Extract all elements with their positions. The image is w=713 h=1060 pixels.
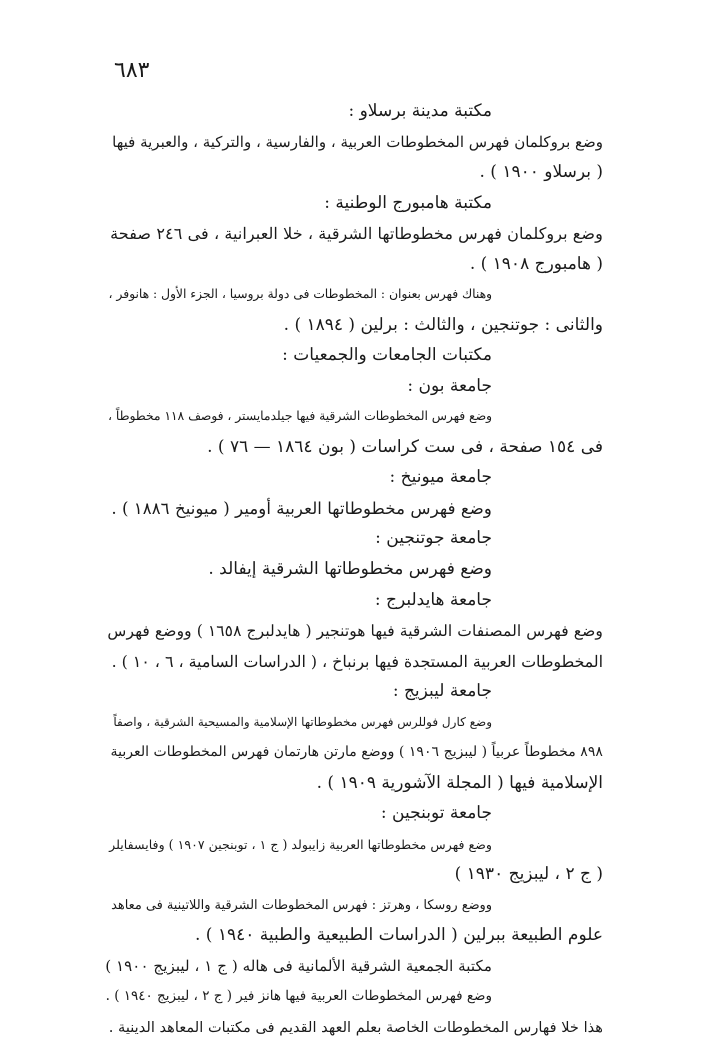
text-line: ( هامبورج ١٩٠٨ ) .	[469, 254, 603, 274]
text-line: فى ١٥٤ صفحة ، فى ست كراسات ( بون ١٨٦٤ — ٧٦ ) .	[207, 437, 603, 457]
text-line: المخطوطات العربية المستجدة فيها برنباخ ، ( الدراسات السامية ، ٦ ، ١٠ ) .	[111, 652, 603, 671]
heading-hamburg-library: مكتبة هامبورج الوطنية :	[324, 193, 492, 213]
text-line: هذا خلا فهارس المخطوطات الخاصة بعلم العهد القديم فى مكتبات المعاهد الدينية .	[108, 1019, 603, 1036]
heading-universities-societies: مكتبات الجامعات والجمعيات :	[282, 345, 492, 365]
text-line: ( ج ٢ ، ليبزيج ١٩٣٠ )	[454, 864, 603, 884]
text-line: وهناك فهرس بعنوان : المخطوطات فى دولة بروسيا ، الجزء الأول : هانوفر ،	[108, 287, 492, 301]
text-line: وضع فهرس المخطوطات العربية فيها هانز فير ( ج ٢ ، ليبزيج ١٩٤٠ ) .	[105, 988, 492, 1004]
heading-gottingen-university: جامعة جوتنجين :	[375, 528, 492, 548]
text-line: والثانى : جوتنجين ، والثالث : برلين ( ١٨٩٤ ) .	[283, 315, 603, 335]
text-line: وضع كارل فوللرس فهرس مخطوطاتها الإسلامية والمسيحية الشرقية ، واصفاً	[113, 715, 492, 729]
text-line: وضع فهرس مخطوطاتها العربية زايبولد ( ج ١ ، توبنجين ١٩٠٧ ) وفايسفايلر	[109, 837, 492, 852]
text-line: ووضع روسكا ، وهرتز : فهرس المخطوطات الشرقية واللاتينية فى معاهد	[111, 898, 492, 913]
heading-munich-university: جامعة ميونيخ :	[389, 467, 492, 487]
page-number: ٦٨٣	[114, 58, 150, 83]
heading-tubingen-university: جامعة توبنجين :	[380, 803, 492, 823]
heading-leipzig-university: جامعة ليبزيج :	[392, 681, 492, 701]
text-line: وضع فهرس مخطوطاتها الشرقية إيفالد .	[208, 559, 492, 579]
text-line: وضع فهرس المصنفات الشرقية فيها هوتنجير ( هايدلبرج ١٦٥٨ ) ووضع فهرس	[107, 621, 603, 640]
text-line: وضع بروكلمان فهرس المخطوطات العربية ، والفارسية ، والتركية ، والعبرية فيها	[112, 133, 603, 151]
text-line: وضع بروكلمان فهرس مخطوطاتها الشرقية ، خلا العبرانية ، فى ٢٤٦ صفحة	[110, 224, 603, 243]
heading-halle-society: مكتبة الجمعية الشرقية الألمانية فى هاله ( ج ١ ، ليبزيج ١٩٠٠ )	[105, 957, 492, 975]
heading-bonn-university: جامعة بون :	[407, 376, 492, 396]
heading-heidelberg-university: جامعة هايدلبرج :	[374, 590, 492, 610]
text-line: ٨٩٨ مخطوطاً عربياً ( ليبزيج ١٩٠٦ ) ووضع مارتن هارتمان فهرس المخطوطات العربية	[110, 744, 603, 760]
text-line: الإسلامية فيها ( المجلة الآشورية ١٩٠٩ ) .	[316, 773, 603, 793]
text-line: وضع فهرس المخطوطات الشرقية فيها جيلدمايستر ، فوصف ١١٨ مخطوطاً ،	[108, 409, 492, 423]
heading-breslau-library: مكتبة مدينة برسلاو :	[348, 101, 492, 121]
text-line: ( برسلاو ١٩٠٠ ) .	[479, 162, 603, 182]
text-line: علوم الطبيعة ببرلين ( الدراسات الطبيعية والطبية ١٩٤٠ ) .	[195, 925, 603, 945]
text-line: وضع فهرس مخطوطاتها العربية أومير ( ميونيخ ١٨٨٦ ) .	[111, 498, 492, 518]
